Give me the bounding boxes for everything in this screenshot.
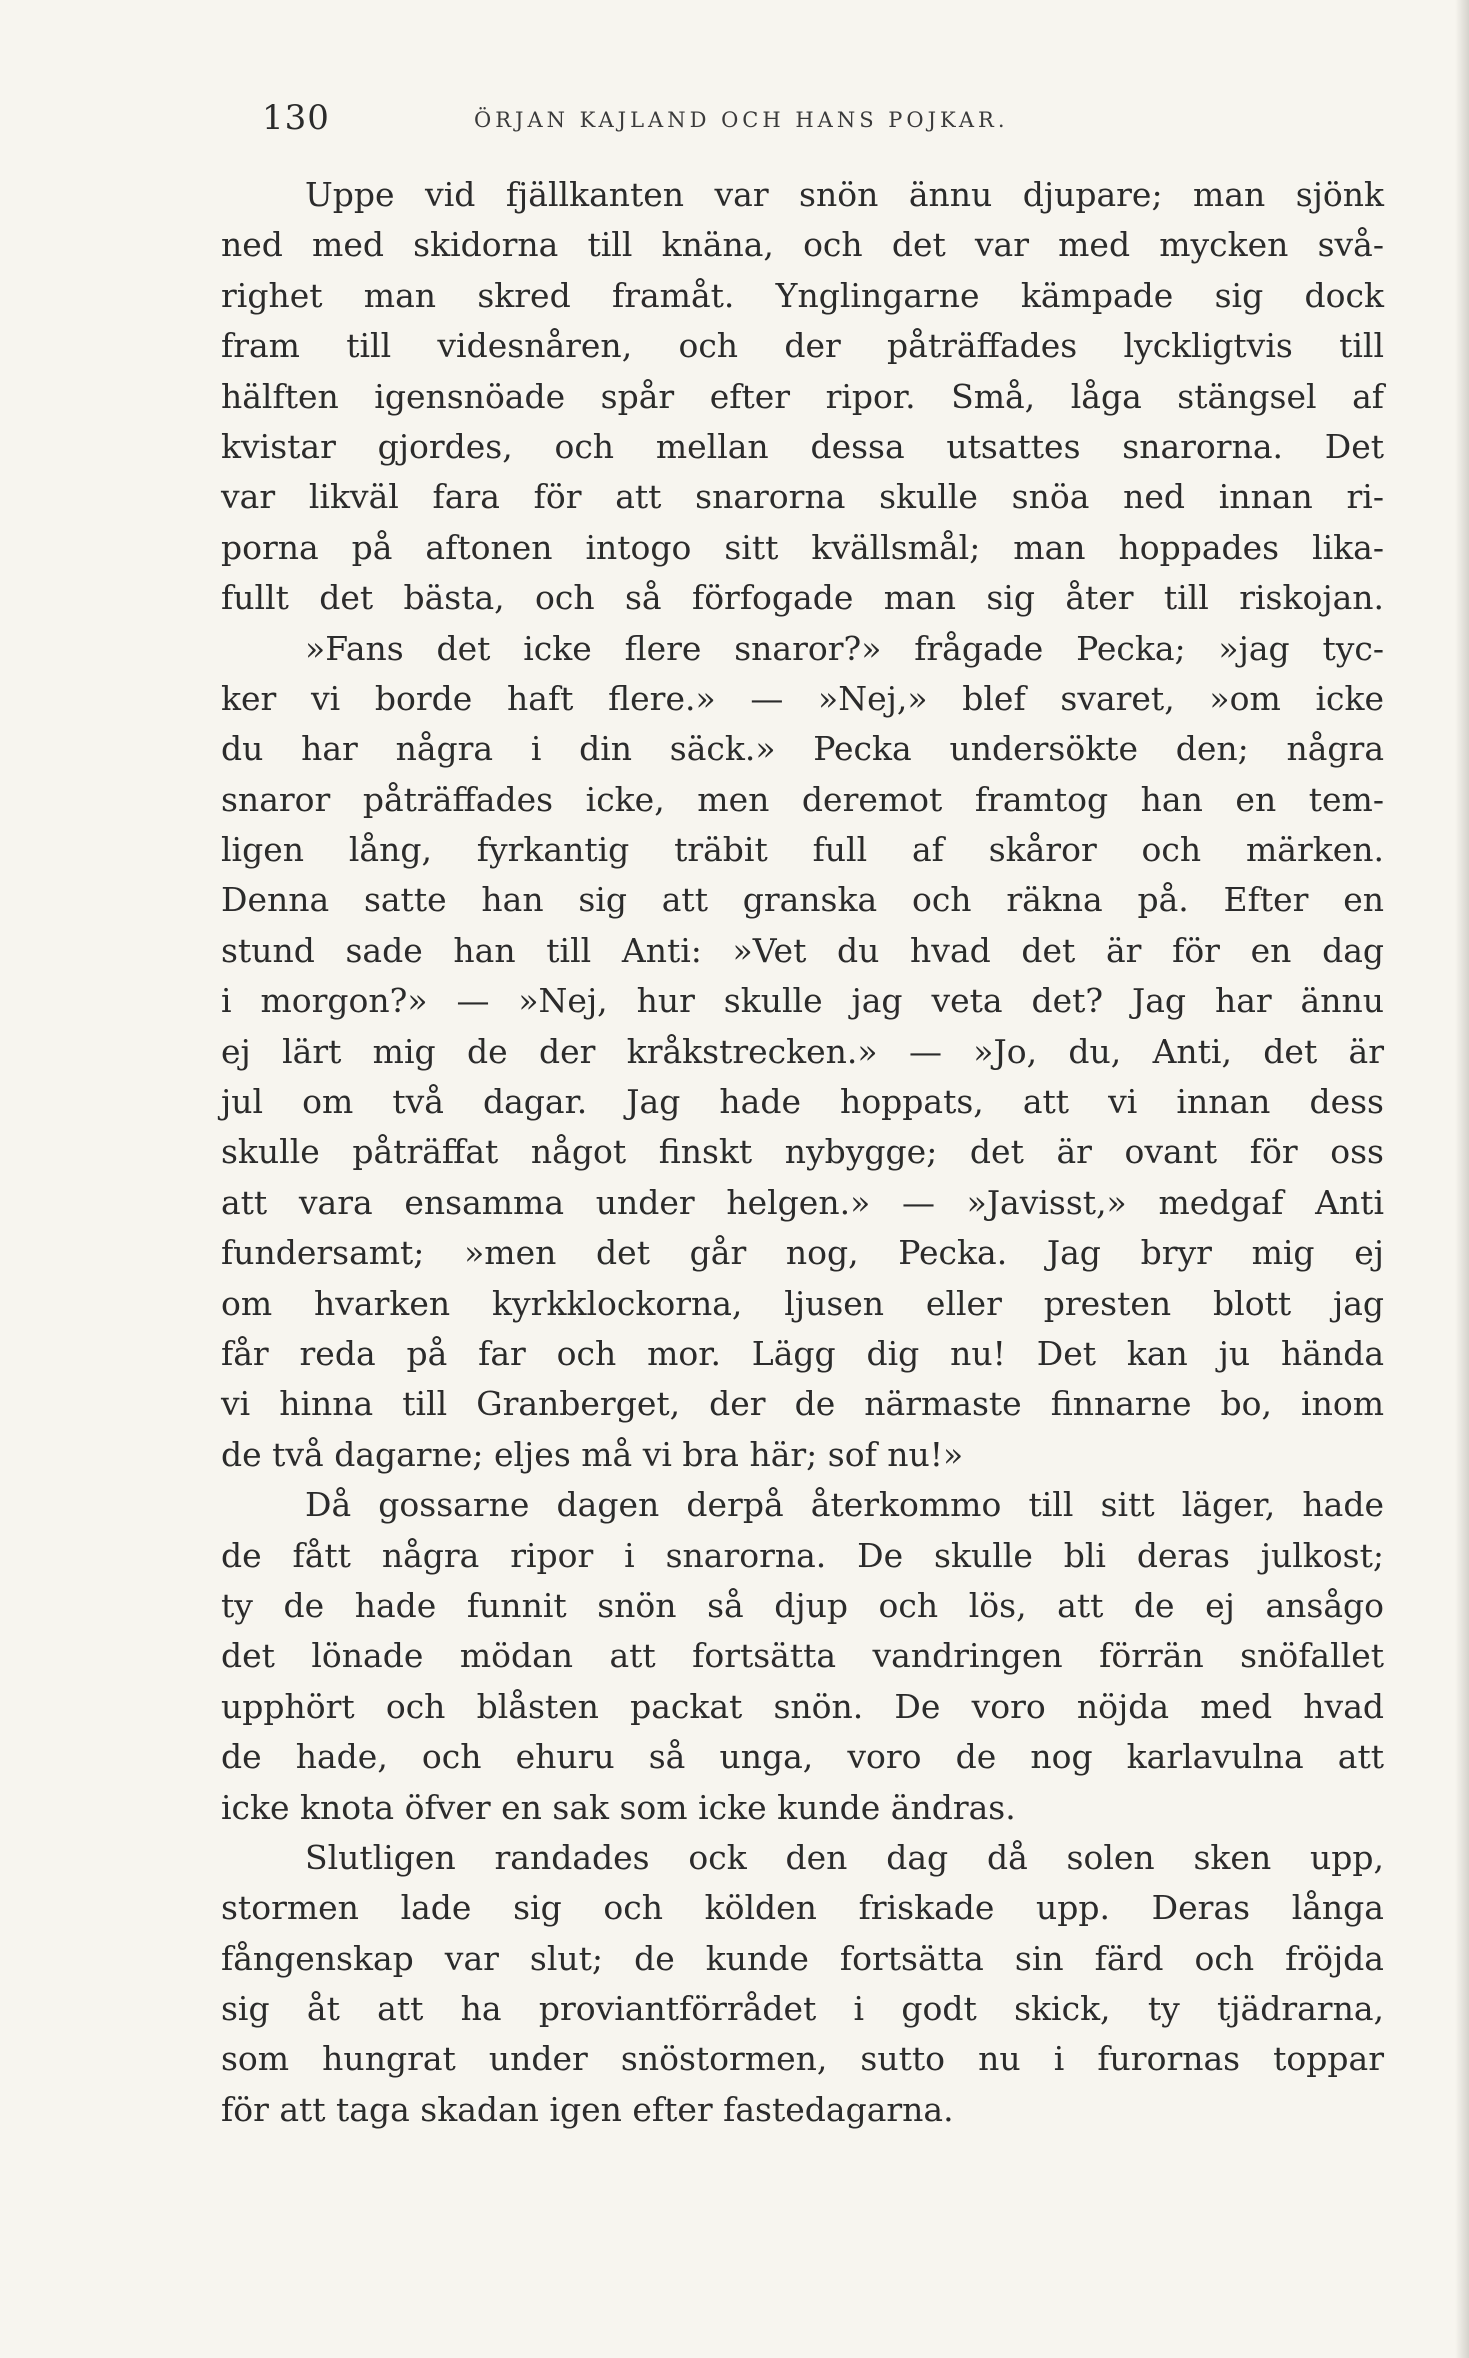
text-line: porna på aftonen intogo sitt kvällsmål; man hoppades lika- [221, 527, 1384, 567]
text-line: fullt det bästa, och så förfogade man sig åter till riskojan. [221, 578, 1384, 618]
text-line: hälften igensnöade spår efter ripor. Små, låga stängsel af [221, 376, 1384, 416]
text-line: du har några i din säck.» Pecka undersökte den; några [221, 729, 1384, 769]
text-line: för att taga skadan igen efter fastedagarna. [221, 2089, 954, 2129]
page-number: 130 [262, 98, 330, 138]
text-line: i morgon?» — »Nej, hur skulle jag veta det? Jag har ännu [221, 981, 1384, 1021]
page-header [262, 98, 1162, 138]
text-line: righet man skred framåt. Ynglingarne kämpade sig dock [221, 275, 1384, 315]
text-line: ej lärt mig de der kråkstrecken.» — »Jo, du, Anti, det är [221, 1031, 1384, 1071]
text-line: snaror påträffades icke, men deremot framtog han en tem- [221, 779, 1384, 819]
text-line: sig åt att ha proviantförrådet i godt skick, ty tjädrarna, [221, 1989, 1384, 2029]
text-line: fram till videsnåren, och der påträffades lyckligtvis till [221, 326, 1384, 366]
text-line: stund sade han till Anti: »Vet du hvad det är för en dag [221, 930, 1384, 970]
text-line: de hade, och ehuru så unga, voro de nog karlavulna att [221, 1737, 1384, 1777]
paragraph-2 [221, 624, 1384, 1481]
text-line: får reda på far och mor. Lägg dig nu! Det kan ju hända [221, 1333, 1384, 1373]
paragraph-1 [221, 170, 1384, 624]
text-line: stormen lade sig och kölden friskade upp. Deras långa [221, 1888, 1384, 1928]
text-line: upphört och blåsten packat snön. De voro nöjda med hvad [221, 1686, 1384, 1726]
running-title: ÖRJAN KAJLAND OCH HANS POJKAR. [474, 108, 1009, 132]
text-line: Uppe vid fjällkanten var snön ännu djupare; man sjönk [305, 175, 1384, 214]
text-line: de fått några ripor i snarorna. De skulle bli deras julkost; [221, 1535, 1384, 1575]
text-line: om hvarken kyrkklockorna, ljusen eller presten blott jag [221, 1283, 1384, 1323]
text-line: vi hinna till Granberget, der de närmaste finnarne bo, inom [221, 1384, 1384, 1424]
text-line: »Fans det icke flere snaror?» frågade Pecka; »jag tyc- [305, 628, 1384, 668]
text-line: Denna satte han sig att granska och räkna på. Efter en [221, 880, 1384, 920]
text-line: att vara ensamma under helgen.» — »Javisst,» medgaf Anti [221, 1182, 1384, 1222]
text-line: ker vi borde haft flere.» — »Nej,» blef svaret, »om icke [221, 678, 1384, 718]
text-line: fundersamt; »men det går nog, Pecka. Jag bryr mig ej [221, 1233, 1384, 1273]
text-line: ligen lång, fyrkantig träbit full af skåror och märken. [221, 830, 1384, 870]
text-line: var likväl fara för att snarorna skulle snöa ned innan ri- [221, 477, 1384, 517]
text-line: ned med skidorna till knäna, och det var med mycken svå- [221, 225, 1384, 265]
text-line: jul om två dagar. Jag hade hoppats, att vi innan dess [221, 1082, 1384, 1122]
text-line: icke knota öfver en sak som icke kunde ändras. [221, 1787, 1016, 1827]
text-line: kvistar gjordes, och mellan dessa utsattes snarorna. Det [221, 426, 1384, 466]
text-line: det lönade mödan att fortsätta vandringen förrän snöfallet [221, 1636, 1384, 1676]
paragraph-4 [221, 1833, 1384, 2135]
text-line: Slutligen randades ock den dag då solen sken upp, [305, 1837, 1384, 1877]
page-edge-shadow [1455, 0, 1469, 2358]
paragraph-3 [221, 1480, 1384, 1833]
text-line: ty de hade funnit snön så djup och lös, att de ej ansågo [221, 1585, 1384, 1625]
text-line: som hungrat under snöstormen, sutto nu i furornas toppar [221, 2039, 1384, 2079]
text-line: Då gossarne dagen derpå återkommo till sitt läger, hade [305, 1485, 1384, 1525]
text-line: fångenskap var slut; de kunde fortsätta sin färd och fröjda [221, 1938, 1384, 1978]
text-line: skulle påträffat något finskt nybygge; det är ovant för oss [221, 1132, 1384, 1172]
body-text [221, 170, 1384, 2135]
text-line: de två dagarne; eljes må vi bra här; sof nu!» [221, 1434, 964, 1474]
